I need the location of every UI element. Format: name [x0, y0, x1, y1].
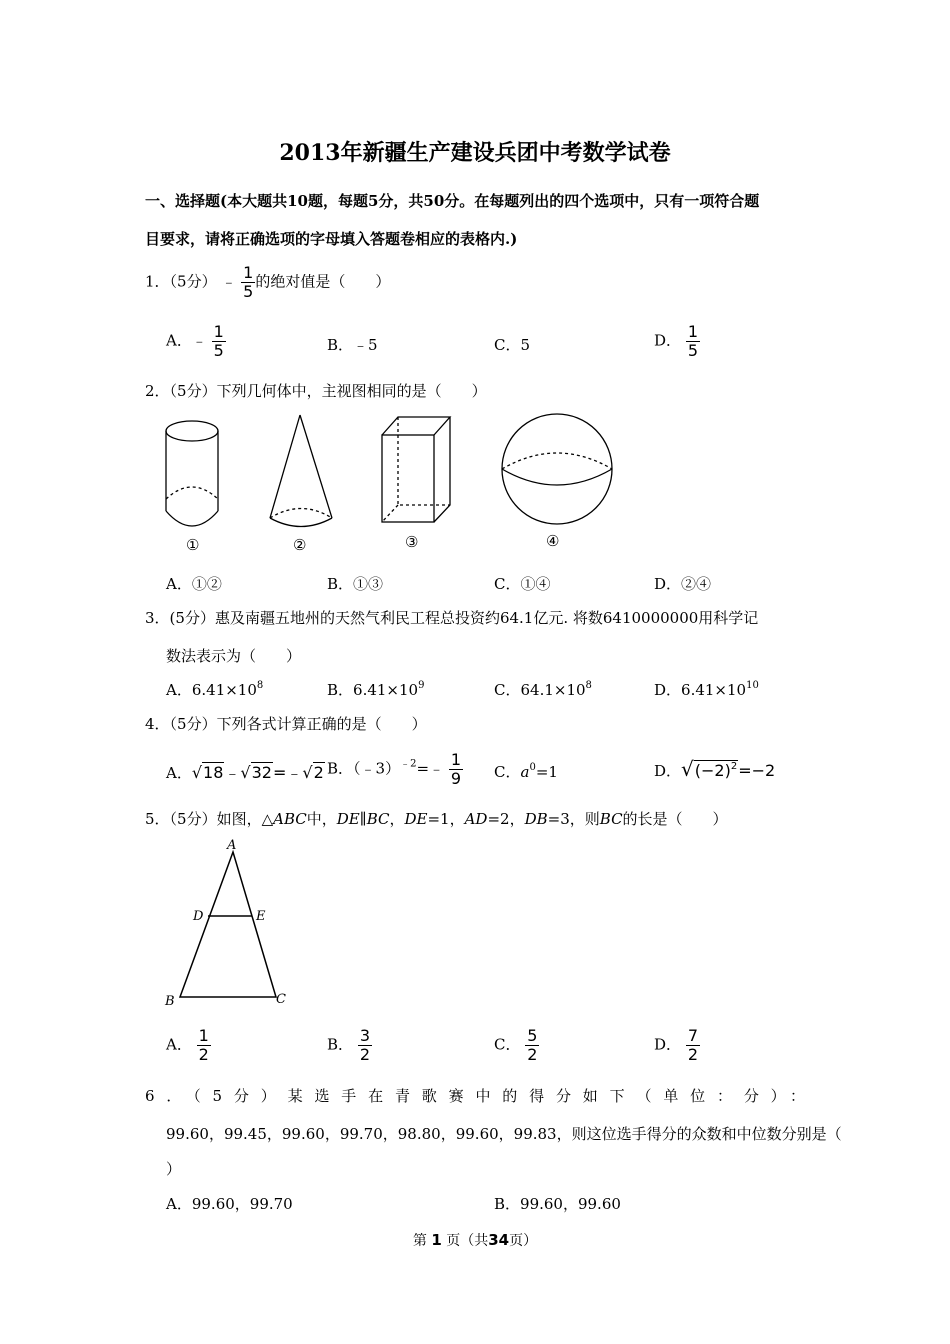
q5-c-num: 5	[527, 1026, 538, 1045]
q4-a-minus: ﹣	[224, 763, 241, 782]
q4-d-label: D．	[654, 762, 682, 780]
question-6-stem-line3: ）	[166, 1160, 182, 1178]
q5-b-num: 3	[359, 1026, 370, 1045]
q5-triangle-figure	[155, 830, 305, 1015]
q2-fig-label-1: ①	[186, 536, 200, 554]
q5-a-label: A．	[166, 1035, 192, 1054]
q1-option-b[interactable]: B．﹣5	[327, 336, 378, 354]
q5-d-label: D．	[654, 1035, 682, 1054]
footer-mid: 页（共	[446, 1233, 489, 1249]
sqrt-icon: √	[681, 757, 694, 781]
q2-solids-figure	[150, 405, 630, 555]
q1-a-den: 5	[213, 341, 224, 360]
q1-a-label: A．	[166, 331, 192, 350]
q3-a-exp: 8	[256, 680, 264, 691]
q2-fig-label-4: ④	[546, 532, 560, 550]
q4-d-radicand	[694, 760, 738, 780]
q5-option-a[interactable]	[166, 1027, 211, 1064]
q5-b-label: B．	[327, 1035, 354, 1054]
q2-option-c[interactable]: C．①④	[494, 575, 551, 593]
q4-d-eq: =−2	[738, 761, 776, 780]
q4-option-c[interactable]	[494, 761, 558, 782]
q4-b-fraction	[449, 751, 463, 788]
sqrt-icon: √	[191, 763, 203, 782]
q2-option-b[interactable]: B．①③	[327, 575, 384, 593]
q4-a-label: A．	[166, 764, 192, 782]
question-5-stem	[145, 808, 728, 829]
q1-option-a[interactable]	[166, 323, 226, 360]
q3-b-exp: 9	[418, 680, 425, 691]
q3-option-b[interactable]	[327, 679, 424, 700]
q5-t3: ，	[389, 810, 405, 828]
footer-total-pages: 34	[488, 1231, 510, 1249]
q4-c-var: a	[520, 763, 530, 781]
prism-figure	[382, 417, 450, 522]
q5-t1: 中，	[306, 810, 337, 828]
footer-pre: 第	[412, 1233, 427, 1249]
footer-page-number: 1	[431, 1231, 442, 1249]
q5-prefix: 5．（5分）如图，△	[145, 810, 274, 828]
q5-option-b[interactable]	[327, 1027, 372, 1064]
sphere-figure	[502, 414, 612, 524]
vertex-label-a: A	[227, 838, 237, 853]
q5-d-den: 2	[687, 1045, 698, 1064]
question-6-stem-line2: 99.60，99.45，99.60，99.70，98.80，99.60，99.83，则这位选手得分的众数和中位数分别是（	[166, 1125, 842, 1143]
q5-option-c[interactable]	[494, 1027, 539, 1064]
q5-t4: =1，	[427, 810, 465, 828]
sqrt-icon: √	[240, 763, 251, 782]
q3-option-d[interactable]	[654, 679, 759, 700]
page-title: 2013年新疆生产建设兵团中考数学试卷	[279, 140, 671, 166]
q4-a-radicand-3: 2	[313, 763, 324, 782]
q5-b-fraction	[358, 1027, 372, 1064]
q1-d-den: 5	[687, 341, 698, 360]
section-instructions-line1: 一、选择题(本大题共10题，每题5分，共50分。在每题列出的四个选项中，只有一项符合题	[145, 192, 760, 210]
vertex-label-e: E	[256, 909, 266, 924]
q1-fraction	[241, 264, 255, 301]
q1-d-fraction	[686, 323, 700, 360]
q3-d-base: D．6.41×10	[654, 681, 747, 699]
footer-post: 页）	[509, 1233, 538, 1249]
q1-d-num: 1	[687, 322, 698, 341]
question-1-stem	[145, 264, 390, 301]
question-2-stem: 2．（5分）下列几何体中，主视图相同的是（ ）	[145, 382, 487, 400]
q5-de2: DE	[404, 810, 428, 828]
q2-fig-label-3: ③	[405, 533, 419, 551]
q5-a-fraction	[197, 1027, 211, 1064]
vertex-label-c: C	[276, 992, 286, 1007]
question-3-stem-line1: 3．(5分）惠及南疆五地州的天然气利民工程总投资约64.1亿元. 将数6410000000用科学记	[145, 609, 759, 627]
q4-d-exp: 2	[730, 761, 738, 772]
q2-option-a[interactable]: A．①②	[166, 575, 222, 593]
q5-bc2: BC	[599, 810, 623, 828]
q4-a-radicand-2: 32	[251, 763, 272, 782]
question-3-stem-line2: 数法表示为（ ）	[166, 647, 302, 665]
q3-option-a[interactable]	[166, 679, 263, 700]
section-instructions-line2: 目要求，请将正确选项的字母填入答题卷相应的表格内.)	[145, 230, 518, 248]
q5-ad: AD	[464, 810, 488, 828]
q2-fig-label-2: ②	[293, 536, 307, 554]
vertex-label-b: B	[165, 994, 175, 1009]
vertex-label-d: D	[193, 909, 204, 924]
q5-c-den: 2	[527, 1045, 538, 1064]
q1-d-label: D．	[654, 331, 682, 350]
q3-d-exp: 10	[746, 680, 759, 691]
q5-t6: =3，则	[547, 810, 600, 828]
q4-a-eq: =﹣	[272, 763, 303, 782]
q1-a-fraction	[212, 323, 226, 360]
q4-b-label: B．	[327, 759, 354, 778]
q6-option-a[interactable]: A．99.60，99.70	[166, 1195, 293, 1213]
q5-t5: =2，	[487, 810, 525, 828]
q4-b-num: 1	[450, 750, 461, 769]
q4-c-label: C．	[494, 763, 521, 781]
q1-a-minus: ﹣	[191, 331, 207, 350]
q5-bc: BC	[366, 810, 390, 828]
q3-a-base: A．6.41×10	[166, 681, 257, 699]
q1-option-d[interactable]	[654, 323, 700, 360]
q4-option-a[interactable]	[166, 760, 325, 783]
q1-prefix: 1．（5分）	[145, 272, 217, 291]
q5-d-num: 7	[687, 1026, 698, 1045]
q1-suffix: 的绝对值是（ ）	[255, 272, 391, 291]
q4-option-d[interactable]	[654, 757, 775, 781]
q5-a-num: 1	[198, 1026, 209, 1045]
q4-option-b[interactable]	[327, 751, 463, 788]
q5-abc: ABC	[273, 810, 307, 828]
q4-c-eq: =1	[535, 763, 558, 781]
q3-c-exp: 8	[585, 680, 592, 691]
q3-c-base: C．64.1×10	[494, 681, 586, 699]
q5-c-label: C．	[494, 1035, 521, 1054]
q5-t7: 的长是（ ）	[622, 810, 728, 828]
q3-option-c[interactable]	[494, 679, 592, 700]
cylinder-figure	[166, 421, 218, 526]
q1-frac-num: 1	[243, 263, 254, 282]
q5-b-den: 2	[359, 1045, 370, 1064]
q4-b-exp: ﹣2	[400, 758, 417, 770]
q4-c-exp: 0	[529, 762, 536, 773]
q4-b-den: 9	[450, 769, 461, 788]
page-footer	[0, 1230, 950, 1250]
cone-figure	[270, 415, 332, 527]
q5-c-fraction	[525, 1027, 539, 1064]
q6-option-b[interactable]: B．99.60，99.60	[494, 1195, 621, 1213]
q5-d-fraction	[686, 1027, 700, 1064]
question-4-stem: 4．（5分）下列各式计算正确的是（ ）	[145, 715, 427, 733]
q4-d-inner: (−2)	[694, 761, 731, 780]
question-6-stem-line1: 6．（5分）某选手在青歌赛中的得分如下（单位：分）：	[145, 1087, 805, 1105]
triangle-abc	[180, 852, 276, 997]
q5-de: DE	[336, 810, 360, 828]
q5-t2: ∥	[359, 810, 367, 828]
q5-option-d[interactable]	[654, 1027, 700, 1064]
q1-option-c[interactable]: C．5	[494, 336, 531, 354]
q1-frac-den: 5	[243, 282, 254, 301]
q4-a-radicand-1: 18	[203, 763, 224, 782]
q1-minus: ﹣	[221, 272, 237, 291]
q5-db: DB	[524, 810, 548, 828]
q4-b-eq: =﹣	[416, 759, 445, 778]
q1-a-num: 1	[213, 322, 224, 341]
q3-b-base: B．6.41×10	[327, 681, 419, 699]
q2-option-d[interactable]: D．②④	[654, 575, 712, 593]
q5-a-den: 2	[198, 1045, 209, 1064]
q4-b-expr: （﹣3）	[353, 759, 401, 778]
sqrt-icon: √	[302, 763, 313, 782]
